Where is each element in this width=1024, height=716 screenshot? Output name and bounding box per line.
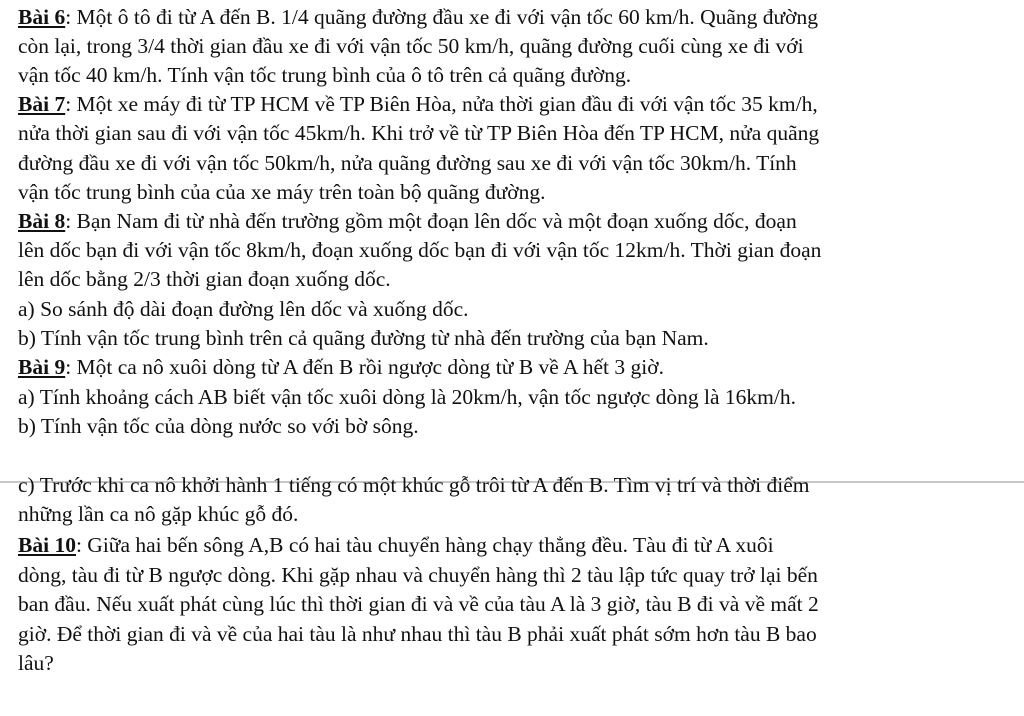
bai9-text-1: : Một ca nô xuôi dòng từ A đến B rồi ngược dòng từ B về A hết 3 giờ. [65, 355, 664, 379]
bai8-line-3: lên dốc bằng 2/3 thời gian đoạn xuống dốc. [18, 267, 391, 291]
bai7-label: Bài 7 [18, 92, 66, 116]
bai8-line-2: lên dốc bạn đi với vận tốc 8km/h, đoạn xuống dốc bạn đi với vận tốc 12km/h. Thời gian đoạn [18, 238, 822, 262]
bai8-part-a: a) So sánh độ dài đoạn đường lên dốc và xuống dốc. [18, 297, 469, 321]
bai8-part-b: b) Tính vận tốc trung bình trên cả quãng đường từ nhà đến trường của bạn Nam. [18, 326, 709, 350]
bai10-label: Bài 10 [18, 533, 76, 557]
bai7-line-4: vận tốc trung bình của của xe máy trên toàn bộ quãng đường. [18, 180, 546, 204]
bai9-part-b: b) Tính vận tốc của dòng nước so với bờ sông. [18, 414, 419, 438]
bai9-part-c-line-2: những lần ca nô gặp khúc gỗ đó. [18, 502, 299, 526]
bai8-line-1 [18, 207, 797, 236]
bai10-line-2: dòng, tàu đi từ B ngược dòng. Khi gặp nhau và chuyển hàng thì 2 tàu lập tức quay trở lại bến [18, 563, 818, 587]
bai8-text-1: : Bạn Nam đi từ nhà đến trường gồm một đoạn lên dốc và một đoạn xuống dốc, đoạn [65, 209, 797, 233]
bai8-label: Bài 8 [18, 209, 66, 233]
bai6-line-2: còn lại, trong 3/4 thời gian đầu xe đi với vận tốc 50 km/h, quãng đường cuối cùng xe đi với [18, 34, 804, 58]
bai9-line-1 [18, 353, 664, 382]
bai7-line-2: nửa thời gian sau đi với vận tốc 45km/h. Khi trở về từ TP Biên Hòa đến TP HCM, nửa quãng [18, 121, 820, 145]
bai10-text-1: : Giữa hai bến sông A,B có hai tàu chuyển hàng chạy thẳng đều. Tàu đi từ A xuôi [75, 533, 774, 557]
bai9-label: Bài 9 [18, 355, 66, 379]
bai9-part-a: a) Tính khoảng cách AB biết vận tốc xuôi dòng là 20km/h, vận tốc ngược dòng là 16km/h. [18, 385, 796, 409]
bai10-line-1 [18, 531, 774, 560]
bai6-text-1: : Một ô tô đi từ A đến B. 1/4 quãng đường đầu xe đi với vận tốc 60 km/h. Quãng đường [65, 5, 819, 29]
bai6-line-1 [18, 3, 818, 32]
bai10-line-5: lâu? [18, 651, 54, 675]
bai7-line-3: đường đầu xe đi với vận tốc 50km/h, nửa quãng đường sau xe đi với vận tốc 30km/h. Tính [18, 151, 797, 175]
bai6-line-3: vận tốc 40 km/h. Tính vận tốc trung bình của ô tô trên cả quãng đường. [18, 63, 632, 87]
bai6-label: Bài 6 [18, 5, 66, 29]
bai7-text-1: : Một xe máy đi từ TP HCM về TP Biên Hòa, nửa thời gian đầu đi với vận tốc 35 km/h, [65, 92, 818, 116]
bai7-line-1 [18, 90, 818, 119]
bai9-part-c-line-1: c) Trước khi ca nô khởi hành 1 tiếng có một khúc gỗ trôi từ A đến B. Tìm vị trí và thời điểm [18, 473, 810, 497]
bai10-line-3: ban đầu. Nếu xuất phát cùng lúc thì thời gian đi và về của tàu A là 3 giờ, tàu B đi và về mất 2 [18, 592, 819, 616]
bai10-line-4: giờ. Để thời gian đi và về của hai tàu là như nhau thì tàu B phải xuất phát sớm hơn tàu B bao [18, 622, 817, 646]
